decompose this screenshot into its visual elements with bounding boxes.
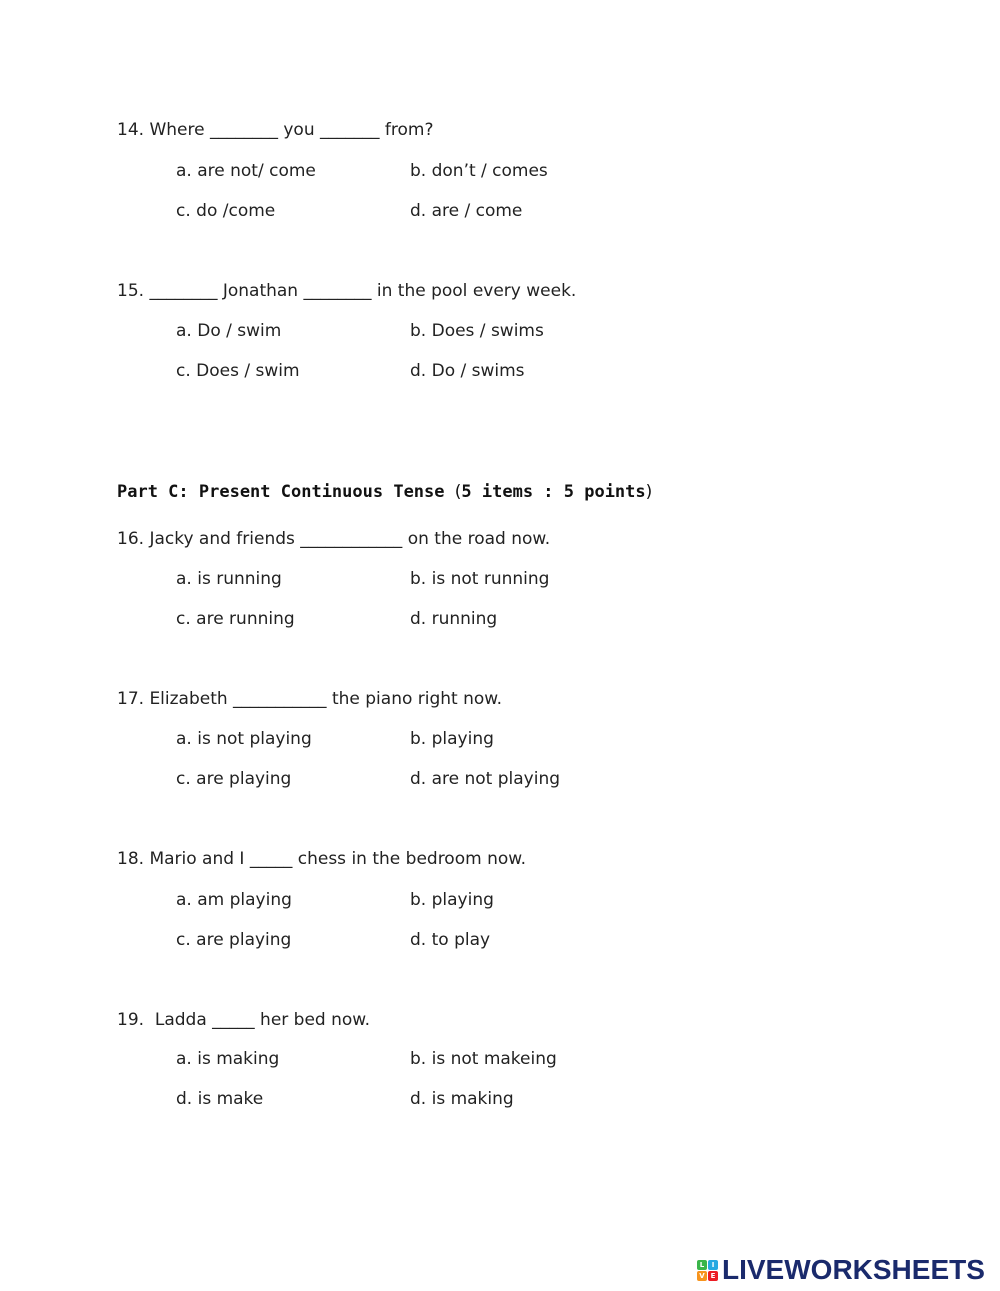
question-16-option-a[interactable]: a. is running [176, 569, 282, 589]
question-14-option-d[interactable]: d. are / come [410, 201, 523, 221]
question-14-option-a[interactable]: a. are not/ come [176, 161, 316, 181]
question-19-stem: 19. Ladda _____ her bed now. [117, 1010, 371, 1030]
question-17-option-c[interactable]: c. are playing [176, 769, 292, 789]
question-17-option-d[interactable]: d. are not playing [410, 769, 561, 789]
question-19-option-c[interactable]: d. is make [176, 1089, 264, 1109]
question-18-option-d[interactable]: d. to play [410, 930, 491, 950]
question-16-option-c[interactable]: c. are running [176, 609, 295, 629]
question-14-option-b[interactable]: b. don’t / comes [410, 161, 548, 181]
section-heading-open-paren: ( [454, 482, 462, 502]
question-15-option-c[interactable]: c. Does / swim [176, 361, 300, 381]
question-15-option-a[interactable]: a. Do / swim [176, 321, 282, 341]
question-17-stem: 17. Elizabeth ___________ the piano right now. [117, 689, 503, 709]
question-17-option-a[interactable]: a. is not playing [176, 729, 312, 749]
question-14-stem: 14. Where ________ you _______ from? [117, 120, 434, 140]
logo-text: LIVEWORKSHEETS [722, 1254, 985, 1285]
liveworksheets-logo [697, 1255, 985, 1285]
question-19-option-b[interactable]: b. is not makeing [410, 1049, 557, 1069]
question-14-option-c[interactable]: c. do /come [176, 201, 276, 221]
logo-block-i: I [708, 1260, 718, 1270]
section-heading [117, 481, 652, 503]
logo-block-l: L [697, 1260, 707, 1270]
logo-blocks-icon [697, 1260, 718, 1281]
question-19-option-a[interactable]: a. is making [176, 1049, 280, 1069]
question-16-option-d[interactable]: d. running [410, 609, 498, 629]
question-18-option-a[interactable]: a. am playing [176, 890, 292, 910]
question-16-option-b[interactable]: b. is not running [410, 569, 550, 589]
logo-block-v: V [697, 1271, 707, 1281]
question-18-option-c[interactable]: c. are playing [176, 930, 292, 950]
question-16-stem: 16. Jacky and friends ____________ on the road now. [117, 529, 551, 549]
section-heading-main: Part C: Present Continuous Tense [117, 482, 455, 502]
section-heading-count: 5 items : 5 points [461, 482, 646, 502]
question-19-option-d[interactable]: d. is making [410, 1089, 514, 1109]
question-18-stem: 18. Mario and I _____ chess in the bedroom now. [117, 849, 526, 869]
question-17-option-b[interactable]: b. playing [410, 729, 494, 749]
question-15-stem: 15. ________ Jonathan ________ in the pool every week. [117, 281, 577, 301]
logo-block-e: E [708, 1271, 718, 1281]
question-18-option-b[interactable]: b. playing [410, 890, 494, 910]
section-heading-close-paren: ) [645, 482, 653, 502]
question-15-option-b[interactable]: b. Does / swims [410, 321, 544, 341]
question-15-option-d[interactable]: d. Do / swims [410, 361, 525, 381]
